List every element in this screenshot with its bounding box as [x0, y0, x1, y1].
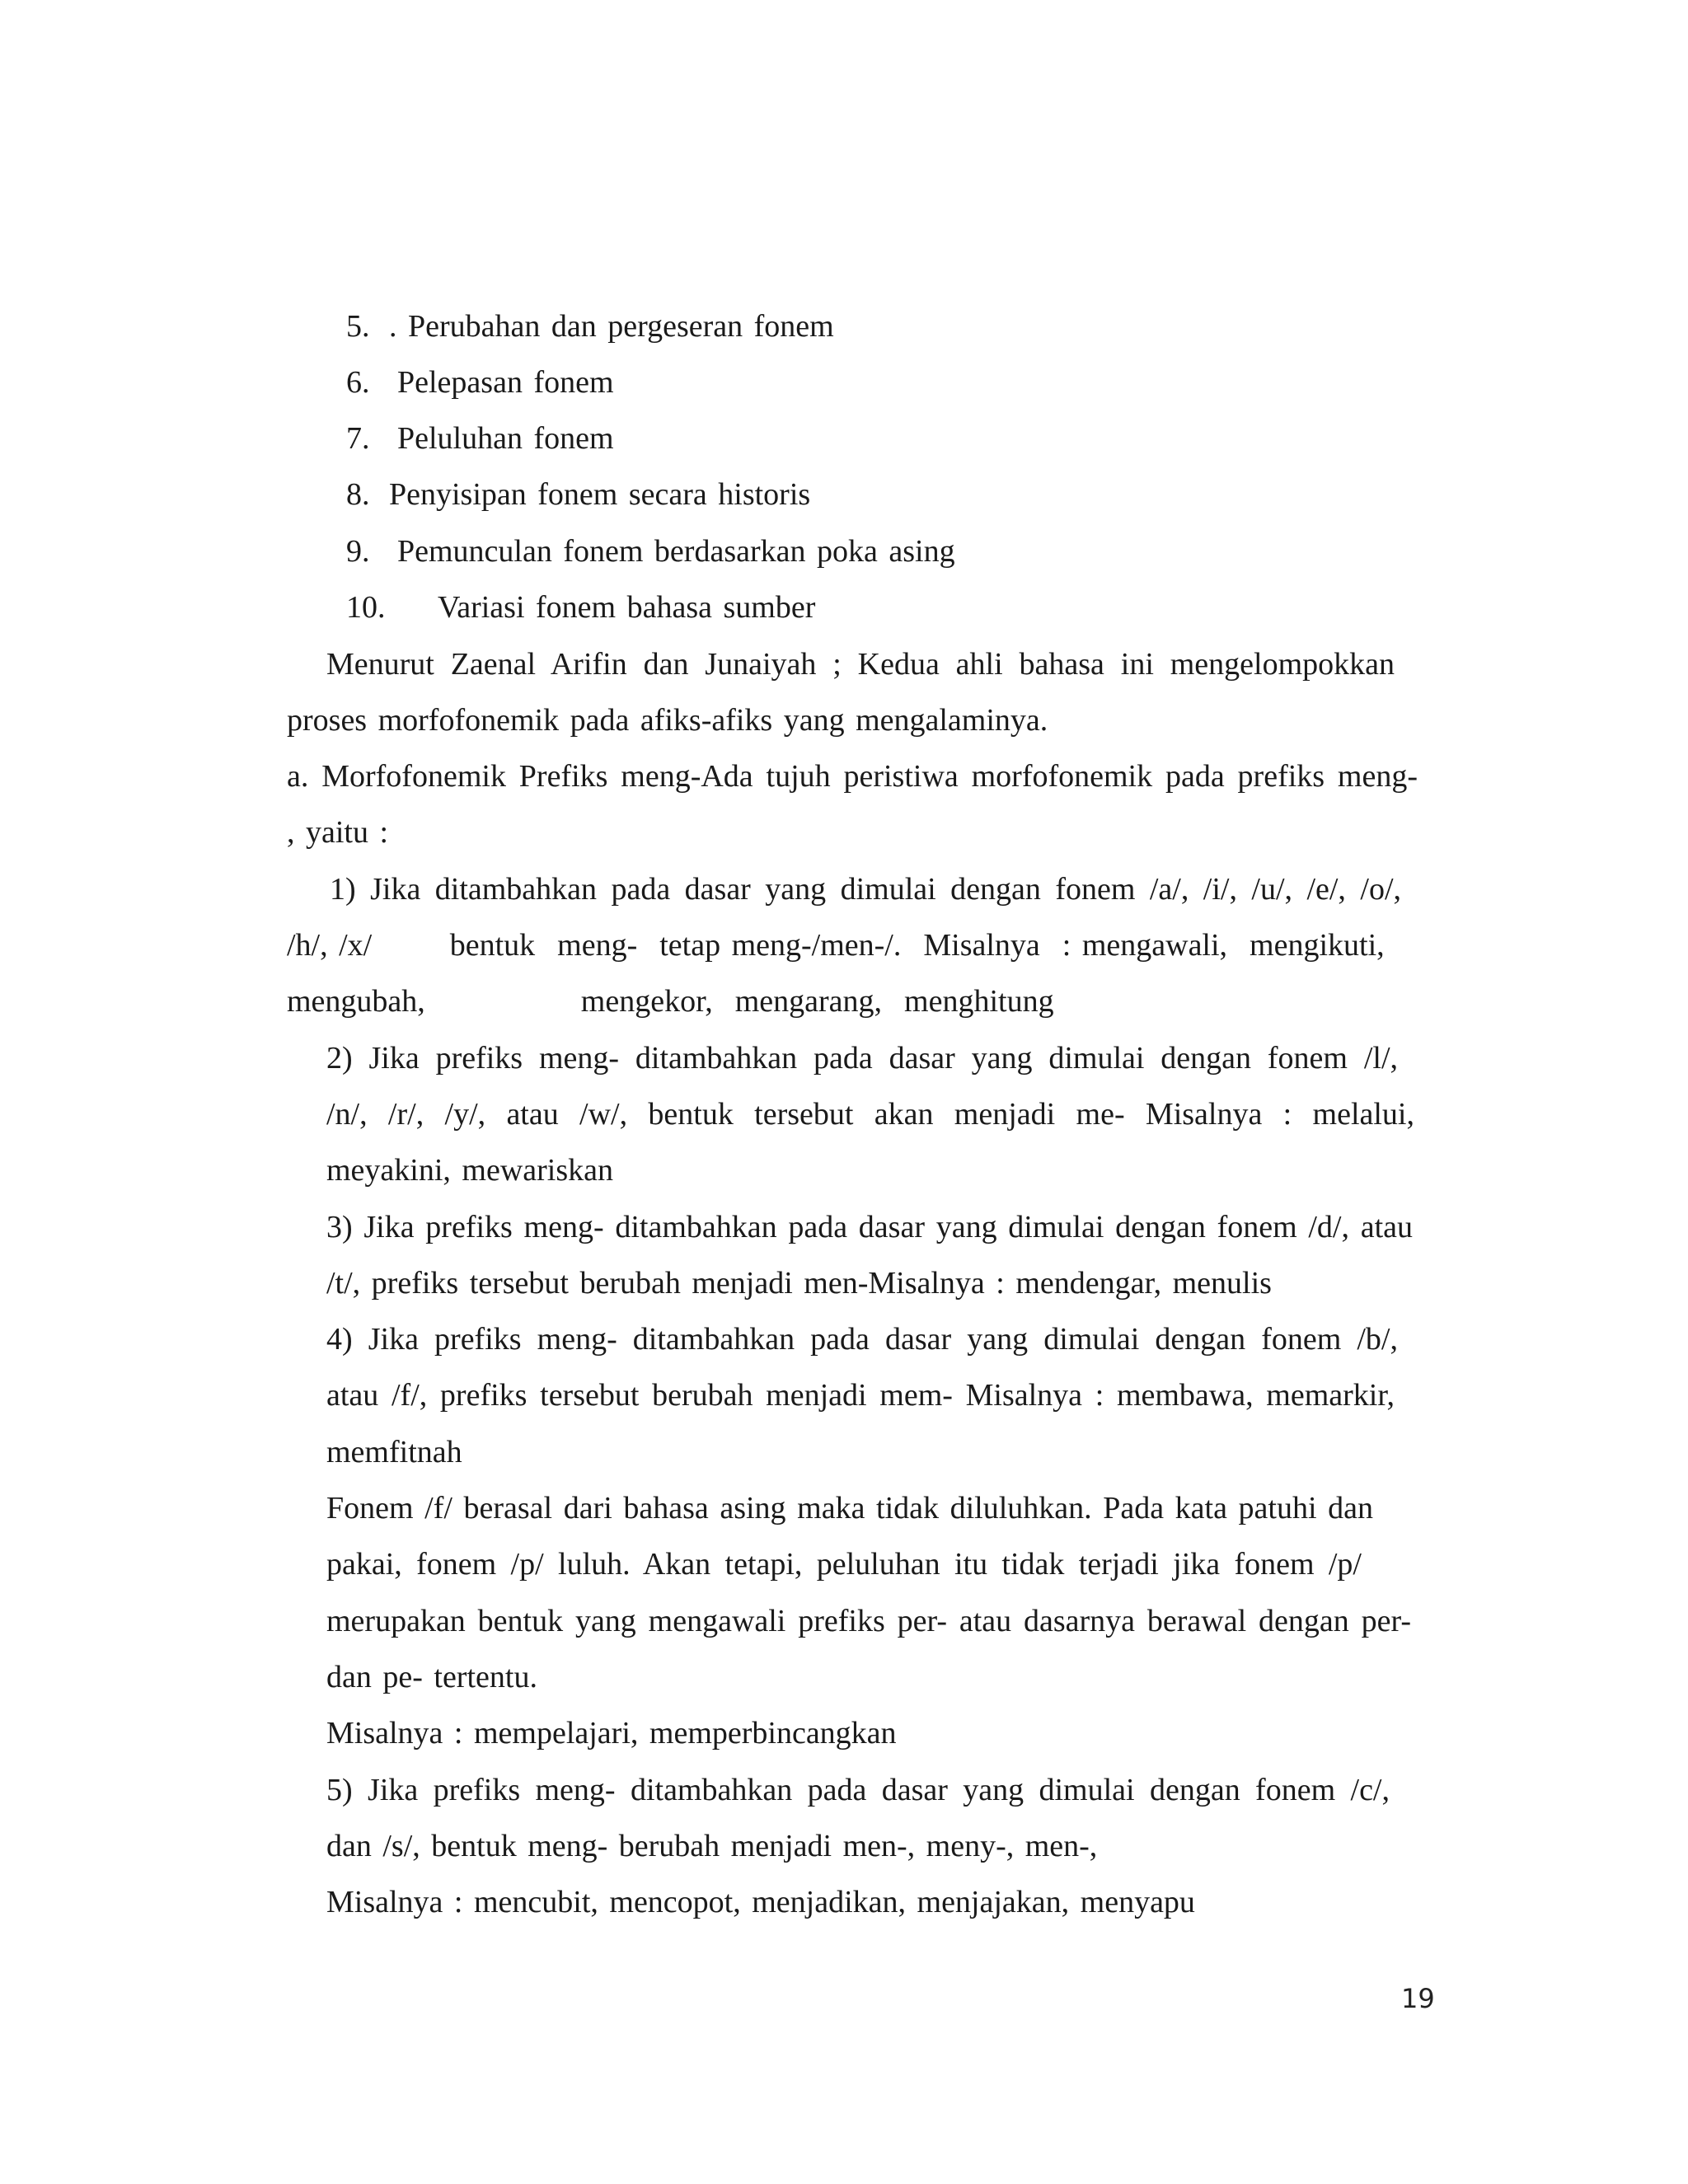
rule-line: /t/, prefiks tersebut berubah menjadi men-Misalnya : mendengar, menulis: [326, 1266, 1272, 1301]
list-number: 5.: [346, 309, 370, 344]
rule-line: meyakini, mewariskan: [326, 1153, 614, 1188]
note-line: merupakan bentuk yang mengawali prefiks per- atau dasarnya berawal dengan per-: [326, 1604, 1411, 1638]
intro-line: Menurut Zaenal Arifin dan Junaiyah ; Kedua ahli bahasa ini mengelompokkan: [326, 647, 1395, 682]
list-number: 8.: [346, 477, 370, 512]
rule-line: 5) Jika prefiks meng- ditambahkan pada dasar yang dimulai dengan fonem /c/,: [326, 1773, 1390, 1807]
list-item: [346, 476, 810, 513]
page-number: 19: [1401, 1983, 1435, 2014]
list-item: [346, 307, 834, 345]
list-number: 10.: [346, 590, 386, 625]
rule-line: memfitnah: [326, 1435, 462, 1469]
note-line: Fonem /f/ berasal dari bahasa asing maka tidak diluluhkan. Pada kata patuhi dan: [326, 1491, 1373, 1526]
list-number: 7.: [346, 421, 370, 456]
list-text: Variasi fonem bahasa sumber: [438, 590, 816, 625]
rule-example: Misalnya : mencubit, mencopot, menjadikan, menjajakan, menyapu: [326, 1885, 1195, 1919]
list-item: [346, 363, 614, 401]
rule-line: atau /f/, prefiks tersebut berubah menjadi mem- Misalnya : membawa, memarkir,: [326, 1378, 1395, 1413]
list-item: [346, 588, 815, 626]
list-text: . Perubahan dan pergeseran fonem: [389, 309, 834, 344]
list-number: 9.: [346, 534, 370, 569]
list-number: 6.: [346, 365, 370, 400]
list-text: Peluluhan fonem: [397, 421, 614, 456]
rule-line: /h/, /x/ bentuk meng- tetap meng-/men-/. Misalnya : mengawali, mengikuti,: [287, 928, 1385, 963]
rule-line: 4) Jika prefiks meng- ditambahkan pada dasar yang dimulai dengan fonem /b/,: [326, 1322, 1398, 1357]
list-item: [346, 419, 614, 457]
intro-line: proses morfofonemik pada afiks-afiks yang mengalaminya.: [287, 703, 1048, 738]
rule-line: /n/, /r/, /y/, atau /w/, bentuk tersebut akan menjadi me- Misalnya : melalui,: [326, 1097, 1414, 1132]
list-text: Pelepasan fonem: [397, 365, 614, 400]
note-line: pakai, fonem /p/ luluh. Akan tetapi, peluluhan itu tidak terjadi jika fonem /p/: [326, 1547, 1362, 1582]
rule-line: 1) Jika ditambahkan pada dasar yang dimulai dengan fonem /a/, /i/, /u/, /e/, /o/,: [330, 872, 1401, 907]
note-example: Misalnya : mempelajari, memperbincangkan: [326, 1716, 897, 1750]
rule-line: mengubah, mengekor, mengarang, menghitung: [287, 984, 1054, 1019]
rule-line: 2) Jika prefiks meng- ditambahkan pada dasar yang dimulai dengan fonem /l/,: [326, 1041, 1398, 1076]
section-heading: a. Morfofonemik Prefiks meng-Ada tujuh peristiwa morfofonemik pada prefiks meng-: [287, 759, 1418, 794]
list-text: Penyisipan fonem secara historis: [389, 477, 811, 512]
list-text: Pemunculan fonem berdasarkan poka asing: [397, 534, 955, 569]
list-item: [346, 532, 955, 570]
section-heading: , yaitu :: [287, 815, 389, 850]
note-line: dan pe- tertentu.: [326, 1660, 537, 1694]
rule-line: dan /s/, bentuk meng- berubah menjadi men-, meny-, men-,: [326, 1829, 1098, 1863]
rule-line: 3) Jika prefiks meng- ditambahkan pada dasar yang dimulai dengan fonem /d/, atau: [326, 1210, 1413, 1244]
